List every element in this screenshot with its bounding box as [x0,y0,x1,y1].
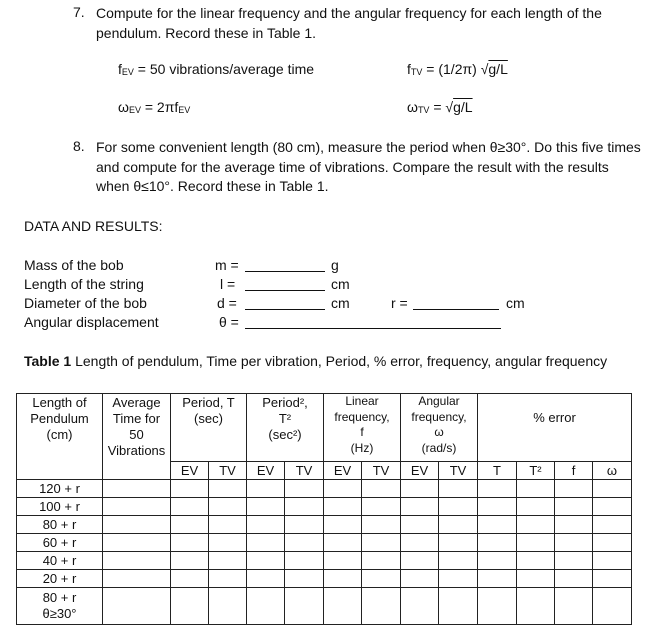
header-average-time: Average Time for 50 Vibrations [103,394,171,480]
step-7-number: 7. [73,4,85,20]
formula-f-ev: fEV = 50 vibrations/average time [118,61,315,77]
header-angular-frequency: Angular frequency, ω (rad/s) [401,394,478,462]
row-length: 100 + r [17,498,103,516]
formula-w-tv: ωTV = √g/L [407,99,473,115]
radius-blank [413,297,499,310]
row-length: 20 + r [17,570,103,588]
subheader-cell: T [478,462,517,480]
mass-label: Mass of the bob [24,257,124,273]
radius-symbol: r = [391,295,408,311]
mass-unit: g [331,257,339,273]
mass-symbol: m = [215,257,239,273]
length-symbol: l = [220,276,236,292]
table-row [17,570,632,588]
diameter-label: Diameter of the bob [24,295,147,311]
angle-symbol: θ = [219,314,239,330]
diameter-blank [245,297,325,310]
data-results-heading: DATA AND RESULTS: [24,218,163,234]
table-row [17,516,632,534]
radius-unit: cm [506,295,525,311]
table-row [17,498,632,516]
header-length: Length of Pendulum (cm) [17,394,103,480]
row-length: 120 + r [17,480,103,498]
diameter-symbol: d = [217,295,237,311]
table-caption: Table 1 Length of pendulum, Time per vibration, Period, % error, frequency, angular frequency [24,353,608,369]
header-linear-frequency: Linear frequency, f (Hz) [324,394,401,462]
table-row [17,480,632,498]
length-label: Length of the string [24,276,144,292]
row-length: 80 + r [17,516,103,534]
row-length: 40 + r [17,552,103,570]
header-period-squared: Period², T² (sec²) [247,394,324,462]
subheader-cell: TV [285,462,324,480]
row-length: 80 + r θ≥30° [17,588,103,625]
step-7-text: Compute for the linear frequency and the angular frequency for each length of the pendulum. Record these in Table 1. [96,5,602,41]
step-8-number: 8. [73,138,85,154]
diameter-unit: cm [331,295,350,311]
formula-f-tv: fTV = (1/2π) √g/L [407,61,508,77]
subheader-cell: T² [517,462,555,480]
header-period: Period, T (sec) [171,394,247,462]
mass-blank [245,259,325,272]
formula-w-ev: ωEV = 2πfEV [118,99,191,115]
angle-blank [245,316,501,329]
subheader-cell: EV [324,462,362,480]
subheader-cell: TV [209,462,247,480]
subheader-cell: TV [439,462,478,480]
step-8-text: For some convenient length (80 cm), measure the period when θ≥30°. Do this five times and compute for the average time of vibrations. Compare the result with the results when θ≤10°. Record these in Table 1. [96,139,641,194]
subheader-cell: ω [593,462,632,480]
results-table [16,393,632,625]
subheader-cell: EV [247,462,285,480]
subheader-cell: TV [362,462,401,480]
table-row [17,552,632,570]
angle-label: Angular displacement [24,314,159,330]
subheader-cell: f [555,462,593,480]
table-row [17,534,632,552]
length-blank [245,278,325,291]
subheader-cell: EV [401,462,439,480]
length-unit: cm [331,276,350,292]
header-percent-error: % error [478,394,632,462]
row-length: 60 + r [17,534,103,552]
subheader-cell: EV [171,462,209,480]
table-header-row [17,394,632,462]
table-row [17,588,632,625]
